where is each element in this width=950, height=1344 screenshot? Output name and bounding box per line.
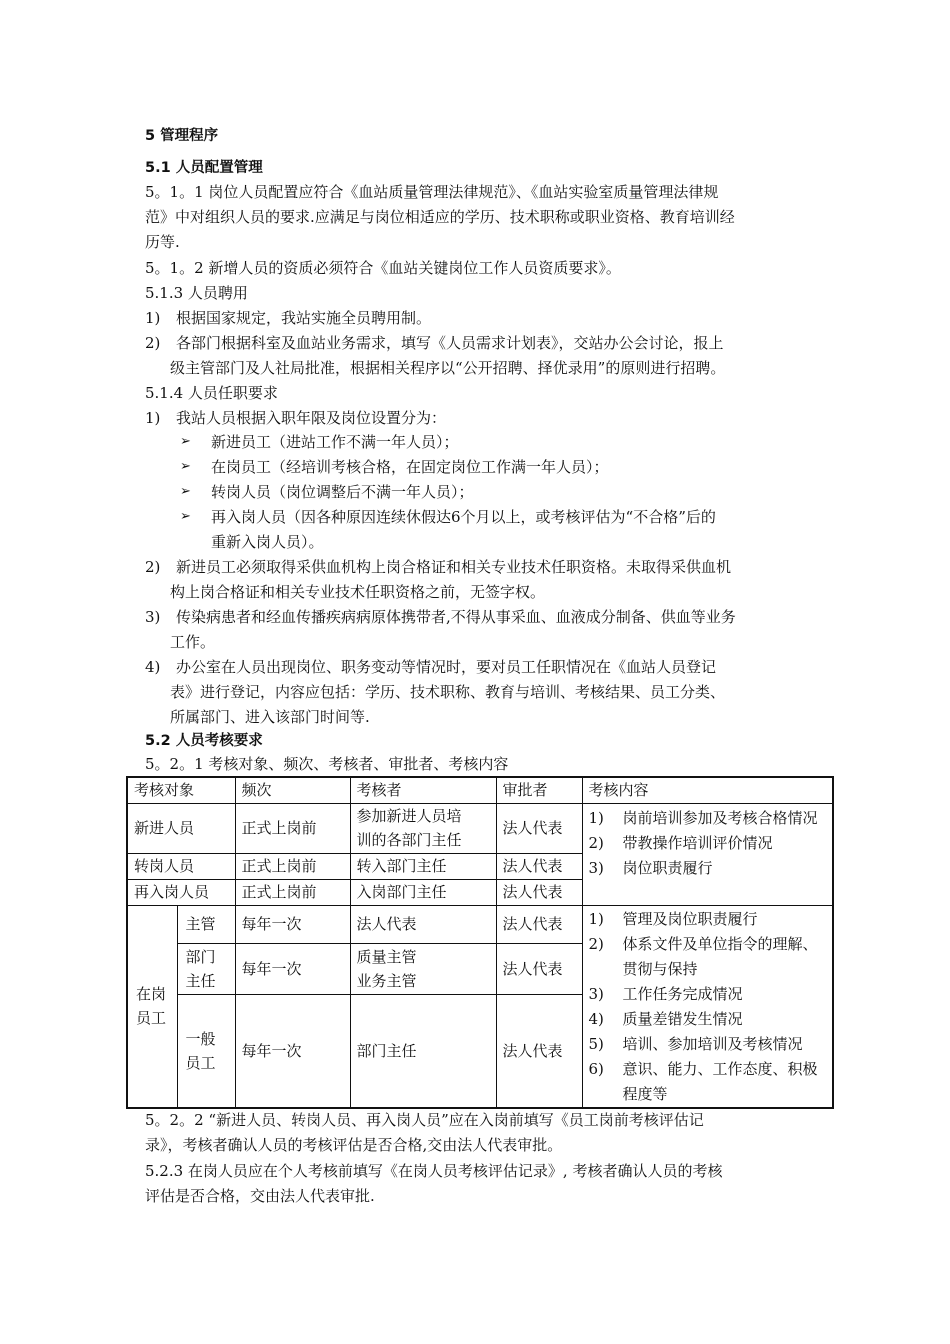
document-page: 5 管理程序 5.1 人员配置管理 5。1。1 岗位人员配置应符合《血站质量管理法律规范》、《血站实验室质量管理法律规 范》中对组织人员的要求.应满足与岗位相适应的学历、技术职称或职业资格、教育培训经 历等. 5。1。2 新增人员的资质必须符合《血站关键岗位工作人员资质要求》。 5.1.3 人员聘用 1) 根据国家规定，我站实施全员聘用制。 2) 各部门根据科室及血站业务需求，填写《人员需求计划表》，交站办公会讨论，报上 级主管部门及人社局批准，根据相关程序以“公开招聘、择优录用”的原则进行招聘。 5.1.4 人员任职要求 1) 我站人员根据入职年限及岗位设置分为： ➢ 新进员工（进站工作不满一年人员）； ➢ 在岗员工（经培训考核合格，在固定岗位工作满一年人员）； ➢ 转岗人员（岗位调整后不满一年人员）； ➢ 再入岗人员（因各种原因连续休假达6个月以上，或考核评估为“不合格”后的 重新入岗人员）。 2) 新进员工必须取得采供血机构上岗合格证和相关专业技术任职资格。未取得采供血机 构上岗合格证和相关专业技术任职资格之前，无签字权。 3) 传染病患者和经血传播疾病病原体携带者,不得从事采血、血液成分制备、供血等业务 工作。 4) 办公室在人员出现岗位、职务变动等情况时，要对员工任职情况在《血站人员登记 表》进行登记，内容应包括：学历、技术职称、教育与培训、考核结果、员工分类、 所属部门、进入该部门时间等. 5.2 人员考核要求 5。2。1 考核对象、频次、考核者、审批者、考核内容 考核对象 频次 考核者 审批者 考核内容 新进人员 正式上岗前 参加新进人员培 训的各部门主任 法人代表 1) 岗前培训参加及考核合格情况 2) 带教操作培训评价情况 3) 岗位职责履行 转岗人员 正式上岗前 转入部门主任 法人代表 再入岗人员 正式上岗前 入岗部门主任 法人代表 在岗员工 主管 每年一次 法人代表 法人代表 1) 管理及岗位职责履行 2) 体系文件及单位指令的理解、贯彻与保持 3) 工作任务完成情况 4) 质量差错发生情况 5) 培训、参加培训及考核情况 6) 意识、能力、工作态度、积极程度等 部门主任 每年一次 质量主管 业务主管 法人代表 一般员工 每年一次 部门主任 法人代表 5。2。2 “新进人员、转岗人员、再入岗人员”应在入岗前填写《员工岗前考核评估记 录》，考核者确认人员的考核评估是否合格,交由法人代表审批。 5.2.3 在岗人员应在个人考核前填写《在岗人员考核评估记录》, 考核者确认人员的考核 评估是否合格，交由法人代表审批. (0, 0, 950, 1344)
header-assessor: 考核者 (350, 777, 496, 803)
header-target: 考核对象 (127, 777, 235, 803)
assessment-table (126, 776, 834, 1109)
paragraph-5-2-1: 5。2。1 考核对象、频次、考核者、审批者、考核内容 (145, 755, 509, 773)
table-row: 部门主任 每年一次 质量主管 业务主管 法人代表 (127, 944, 833, 995)
table-row: 新进人员 正式上岗前 参加新进人员培 训的各部门主任 法人代表 1) 岗前培训参加及考核合格情况 2) 带教操作培训评价情况 3) 岗位职责履行 (127, 803, 833, 853)
header-content: 考核内容 (582, 777, 833, 803)
content-cell-top (582, 803, 833, 905)
arrow-bullet-icon: ➢ (180, 434, 191, 449)
list-item: 1) 岗前培训参加及考核合格情况 (588, 808, 818, 827)
table-row: 在岗员工 主管 每年一次 法人代表 法人代表 1) 管理及岗位职责履行 2) 体系文件及单位指令的理解、贯彻与保持 3) 工作任务完成情况 4) 质量差错发生情况 5) 培训、参加培训及考核情况 6) 意识、能力、工作态度、积极程度等 (127, 905, 833, 944)
section-title: 5 管理程序 (145, 128, 219, 144)
list-item: 1) 管理及岗位职责履行 (588, 909, 758, 928)
subsection-title-5-1: 5.1 人员配置管理 (145, 160, 263, 176)
group-label: 在岗员工 (127, 905, 177, 1108)
list-item: 2) 带教操作培训评价情况 (588, 833, 773, 852)
content-cell-group (582, 905, 833, 1108)
table-header-row (127, 777, 833, 803)
list-item: 3) 岗位职责履行 (588, 858, 713, 877)
list-item: 3) 工作任务完成情况 (588, 984, 743, 1003)
header-frequency: 频次 (235, 777, 350, 803)
header-approver: 审批者 (496, 777, 582, 803)
heading-5-1-4: 5.1.4 人员任职要求 (145, 384, 278, 402)
table-row: 转岗人员 正式上岗前 转入部门主任 法人代表 (127, 853, 833, 879)
table-row: 一般员工 每年一次 部门主任 法人代表 (127, 995, 833, 1108)
list-item: 6) 意识、能力、工作态度、积极程度等 (588, 1059, 818, 1103)
table-row: 再入岗人员 正式上岗前 入岗部门主任 法人代表 (127, 879, 833, 905)
list-item: 4) 质量差错发生情况 (588, 1009, 743, 1028)
arrow-bullet-icon: ➢ (180, 509, 191, 524)
list-item: 5) 培训、参加培训及考核情况 (588, 1034, 803, 1053)
list-item: 2) 体系文件及单位指令的理解、贯彻与保持 (588, 934, 818, 978)
heading-5-1-3: 5.1.3 人员聘用 (145, 284, 248, 302)
arrow-bullet-icon: ➢ (180, 459, 191, 474)
subsection-title-5-2: 5.2 人员考核要求 (145, 733, 263, 749)
arrow-bullet-icon: ➢ (180, 484, 191, 499)
paragraph-5-1-2: 5。1。2 新增人员的资质必须符合《血站关键岗位工作人员资质要求》。 (145, 259, 621, 277)
